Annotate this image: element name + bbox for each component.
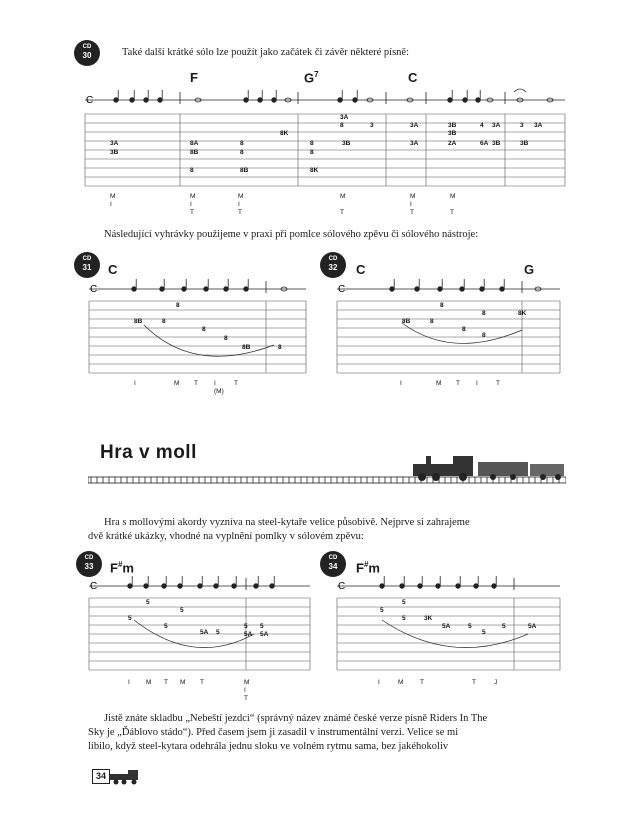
svg-text:3: 3	[370, 122, 374, 129]
svg-text:I: I	[238, 201, 240, 208]
svg-text:6A: 6A	[480, 140, 489, 147]
svg-text:5: 5	[164, 623, 168, 630]
svg-text:5A: 5A	[442, 623, 451, 630]
svg-text:5: 5	[468, 623, 472, 630]
svg-text:5A: 5A	[528, 623, 537, 630]
svg-text:8: 8	[224, 335, 228, 342]
svg-text:M: M	[110, 193, 116, 200]
svg-text:3B: 3B	[520, 140, 529, 147]
svg-text:J: J	[494, 679, 498, 686]
intro-text: Také další krátké sólo lze použít jako začátek či závěr některé písně:	[122, 47, 410, 58]
chord-label: F#m	[356, 560, 380, 576]
section-heading: Hra v moll	[100, 442, 197, 463]
small-locomotive-icon	[108, 768, 144, 786]
cd-track-icon: CD 32	[320, 252, 346, 278]
paragraph-line: Jistě znáte skladbu „Nebeští jezdci“ (správný název známé české verze písně Riders In The	[104, 713, 488, 724]
svg-text:I: I	[476, 380, 478, 387]
svg-text:T: T	[238, 209, 242, 216]
svg-text:5A: 5A	[200, 629, 209, 636]
tab-staff-ex34	[332, 572, 564, 702]
svg-text:3B: 3B	[448, 130, 457, 137]
svg-text:3B: 3B	[110, 149, 119, 156]
tab-staff-ex30	[80, 82, 570, 222]
svg-text:M: M	[238, 193, 244, 200]
svg-text:I: I	[128, 679, 130, 686]
svg-text:8: 8	[278, 344, 282, 351]
svg-text:8K: 8K	[280, 130, 289, 137]
svg-text:8: 8	[340, 122, 344, 129]
svg-text:T: T	[450, 209, 454, 216]
svg-text:C: C	[86, 95, 94, 106]
svg-text:M: M	[398, 679, 404, 686]
svg-text:8: 8	[162, 318, 166, 325]
svg-text:M: M	[190, 193, 196, 200]
svg-text:I: I	[110, 201, 112, 208]
tab-staff-ex33	[84, 572, 314, 702]
svg-text:3A: 3A	[410, 122, 419, 129]
svg-text:8: 8	[482, 310, 486, 317]
svg-text:5: 5	[402, 615, 406, 622]
svg-text:T: T	[340, 209, 344, 216]
svg-text:T: T	[410, 209, 414, 216]
chord-label: C	[108, 262, 118, 277]
svg-text:I: I	[378, 679, 380, 686]
svg-text:5: 5	[260, 623, 264, 630]
svg-text:5: 5	[502, 623, 506, 630]
paragraph-line: líbilo, když steel-kytara odehrála jednu sloku ve volném rytmu sama, bez jakéhokoliv	[88, 741, 449, 752]
svg-text:5: 5	[180, 607, 184, 614]
svg-text:8B: 8B	[240, 167, 249, 174]
svg-text:C: C	[90, 581, 98, 592]
svg-text:5A: 5A	[244, 631, 253, 638]
svg-text:5: 5	[146, 599, 150, 606]
svg-text:8: 8	[202, 326, 206, 333]
svg-text:8B: 8B	[402, 318, 411, 325]
svg-text:3A: 3A	[410, 140, 419, 147]
chord-label: C	[356, 262, 366, 277]
svg-text:8K: 8K	[518, 310, 527, 317]
svg-text:T: T	[234, 380, 238, 387]
paragraph-line: dvě krátké ukázky, vhodné na vyplnění pomlky v sólovém zpěvu:	[88, 531, 364, 542]
svg-text:M: M	[244, 679, 250, 686]
paragraph-line: Sky je „Ďáblovo stádo“). Před časem jsem ji zasadil v instrumentální verzi. Velice se mi	[88, 727, 459, 738]
svg-text:M: M	[340, 193, 346, 200]
svg-text:3A: 3A	[492, 122, 501, 129]
chord-label: C	[408, 70, 418, 85]
svg-text:I: I	[190, 201, 192, 208]
svg-text:M: M	[174, 380, 180, 387]
svg-text:3A: 3A	[110, 140, 119, 147]
tab-staff-ex31	[84, 275, 310, 405]
svg-text:8: 8	[482, 332, 486, 339]
svg-text:8: 8	[310, 140, 314, 147]
svg-text:8A: 8A	[190, 140, 199, 147]
chord-label: F#m	[110, 560, 134, 576]
svg-text:I: I	[410, 201, 412, 208]
svg-text:T: T	[194, 380, 198, 387]
svg-text:C: C	[338, 284, 346, 295]
svg-text:5: 5	[380, 607, 384, 614]
cd-track-icon: CD 31	[74, 252, 100, 278]
svg-text:4: 4	[480, 122, 484, 129]
svg-text:2A: 2A	[448, 140, 457, 147]
paragraph-line: Hra s mollovými akordy vyzníva na steel-kytaře velice působivě. Nejprve si zahrajeme	[104, 517, 470, 528]
svg-text:C: C	[338, 581, 346, 592]
svg-text:8: 8	[310, 149, 314, 156]
svg-text:8B: 8B	[242, 344, 251, 351]
chord-label: F	[190, 70, 198, 85]
svg-text:3A: 3A	[340, 114, 349, 121]
svg-text:8: 8	[430, 318, 434, 325]
svg-text:T: T	[496, 380, 500, 387]
svg-text:8: 8	[240, 140, 244, 147]
svg-text:T: T	[472, 679, 476, 686]
svg-text:M: M	[450, 193, 456, 200]
svg-text:I: I	[244, 687, 246, 694]
svg-text:3A: 3A	[534, 122, 543, 129]
svg-text:T: T	[190, 209, 194, 216]
tab-staff-ex32	[332, 275, 564, 405]
cd-track-icon: CD 33	[76, 551, 102, 577]
svg-text:M: M	[180, 679, 186, 686]
svg-text:5: 5	[482, 629, 486, 636]
svg-text:8: 8	[440, 302, 444, 309]
svg-text:5: 5	[128, 615, 132, 622]
svg-text:5: 5	[244, 623, 248, 630]
svg-text:5: 5	[402, 599, 406, 606]
chord-label: $G^7$	[304, 70, 319, 86]
svg-text:T: T	[164, 679, 168, 686]
svg-text:5: 5	[216, 629, 220, 636]
svg-text:8: 8	[462, 326, 466, 333]
svg-text:8K: 8K	[310, 167, 319, 174]
svg-text:I: I	[134, 380, 136, 387]
svg-text:8: 8	[176, 302, 180, 309]
svg-text:I: I	[214, 380, 216, 387]
svg-text:3B: 3B	[448, 122, 457, 129]
svg-text:T: T	[420, 679, 424, 686]
svg-text:M: M	[436, 380, 442, 387]
page-number: 34	[92, 769, 110, 784]
svg-text:T: T	[244, 695, 248, 702]
svg-text:8B: 8B	[134, 318, 143, 325]
svg-text:8: 8	[190, 167, 194, 174]
cd-track-icon: CD 34	[320, 551, 346, 577]
locomotive-icon	[408, 452, 568, 482]
svg-text:C: C	[90, 284, 98, 295]
svg-text:I: I	[400, 380, 402, 387]
svg-text:8: 8	[240, 149, 244, 156]
svg-text:T: T	[456, 380, 460, 387]
chord-label: G	[524, 262, 535, 277]
svg-text:M: M	[410, 193, 416, 200]
cd-track-icon: CD 30	[74, 40, 100, 66]
svg-text:M: M	[146, 679, 152, 686]
svg-text:T: T	[200, 679, 204, 686]
svg-text:5A: 5A	[260, 631, 269, 638]
svg-text:3: 3	[520, 122, 524, 129]
svg-text:3B: 3B	[492, 140, 501, 147]
between-text: Následující vyhrávky použijeme v praxi při pomlce sólového zpěvu či sólového nástroje:	[104, 229, 479, 240]
svg-text:8B: 8B	[190, 149, 199, 156]
svg-text:(M): (M)	[214, 388, 224, 395]
svg-text:3K: 3K	[424, 615, 433, 622]
svg-text:3B: 3B	[342, 140, 351, 147]
